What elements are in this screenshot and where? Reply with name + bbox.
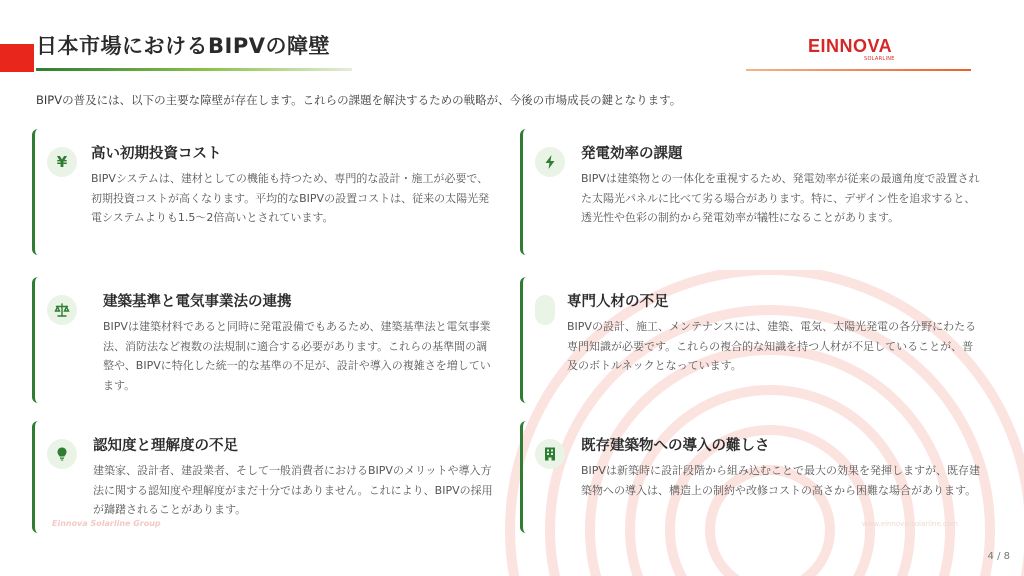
intro-text: BIPVの普及には、以下の主要な障壁が存在します。これらの課題を解決するための戦略が、今後の市場成長の鍵となります。 — [36, 93, 682, 107]
logo-subtext: SOLARLINE — [864, 56, 895, 62]
lightning-icon — [535, 147, 565, 177]
lightbulb-icon — [47, 439, 77, 469]
title-underline — [36, 68, 352, 71]
card-body: BIPVは建築材料であると同時に発電設備でもあるため、建築基準法と電気事業法、消防法など複数の法規制に適合する必要があります。これらの基準間の調整や、BIPVに特化した統一的な基準の不足が、設計や導入の複雑さを増しています。 — [103, 320, 491, 392]
barrier-card-efficiency — [520, 129, 990, 255]
barrier-card-talent-shortage — [520, 277, 990, 403]
card-title: 発電効率の課題 — [581, 146, 683, 162]
building-icon — [535, 439, 565, 469]
barrier-card-initial-cost — [32, 129, 502, 255]
watermark-url: www.einnova-solarline.com — [862, 520, 958, 528]
barrier-card-awareness — [32, 421, 502, 533]
card-body: BIPVの設計、施工、メンテナンスには、建築、電気、太陽光発電の各分野にわたる専門知識が必要です。これらの複合的な知識を持つ人材が不足していることが、普及のボトルネックとなっています。 — [567, 320, 977, 372]
page-number: 4 / 8 — [987, 551, 1010, 562]
card-body: BIPVは建築物との一体化を重視するため、発電効率が従来の最適角度で設置された太陽光パネルに比べて劣る場合があります。特に、デザイン性を追求すると、透光性や色彩の制約から発電効率が犠牲になることがあります。 — [581, 172, 980, 224]
card-title: 高い初期投資コスト — [91, 146, 222, 162]
card-title: 建築基準と電気事業法の連携 — [103, 294, 292, 310]
card-body: BIPVシステムは、建材としての機能も持つため、専門的な設計・施工が必要で、初期投資コストが高くなります。平均的なBIPVの設置コストは、従来の太陽光発電システムよりも1.5〜2倍高いとされています。 — [91, 172, 490, 224]
card-title: 専門人材の不足 — [567, 294, 669, 310]
page-title: 日本市場におけるBIPVの障壁 — [36, 34, 330, 58]
card-title: 認知度と理解度の不足 — [93, 438, 238, 454]
logo-text: EINNOVA — [808, 36, 893, 56]
user-icon — [535, 295, 555, 325]
einnova-logo — [808, 36, 904, 66]
card-title: 既存建築物への導入の難しさ — [581, 438, 770, 454]
card-body: 建築家、設計者、建設業者、そして一般消費者におけるBIPVのメリットや導入方法に関する認知度や理解度がまだ十分ではありません。これにより、BIPVの採用が躊躇されることがあります。 — [93, 464, 493, 516]
watermark-company: Einnova Solarline Group — [52, 519, 161, 528]
balance-scale-icon — [47, 295, 77, 325]
red-accent-bar — [0, 44, 34, 72]
barrier-card-regulations — [32, 277, 502, 403]
barrier-card-existing-buildings — [520, 421, 990, 533]
yen-icon: ¥ — [47, 147, 77, 177]
card-body: BIPVは新築時に設計段階から組み込むことで最大の効果を発揮しますが、既存建築物への導入は、構造上の制約や改修コストの高さから困難な場合があります。 — [581, 464, 980, 497]
logo-underline — [746, 69, 971, 71]
